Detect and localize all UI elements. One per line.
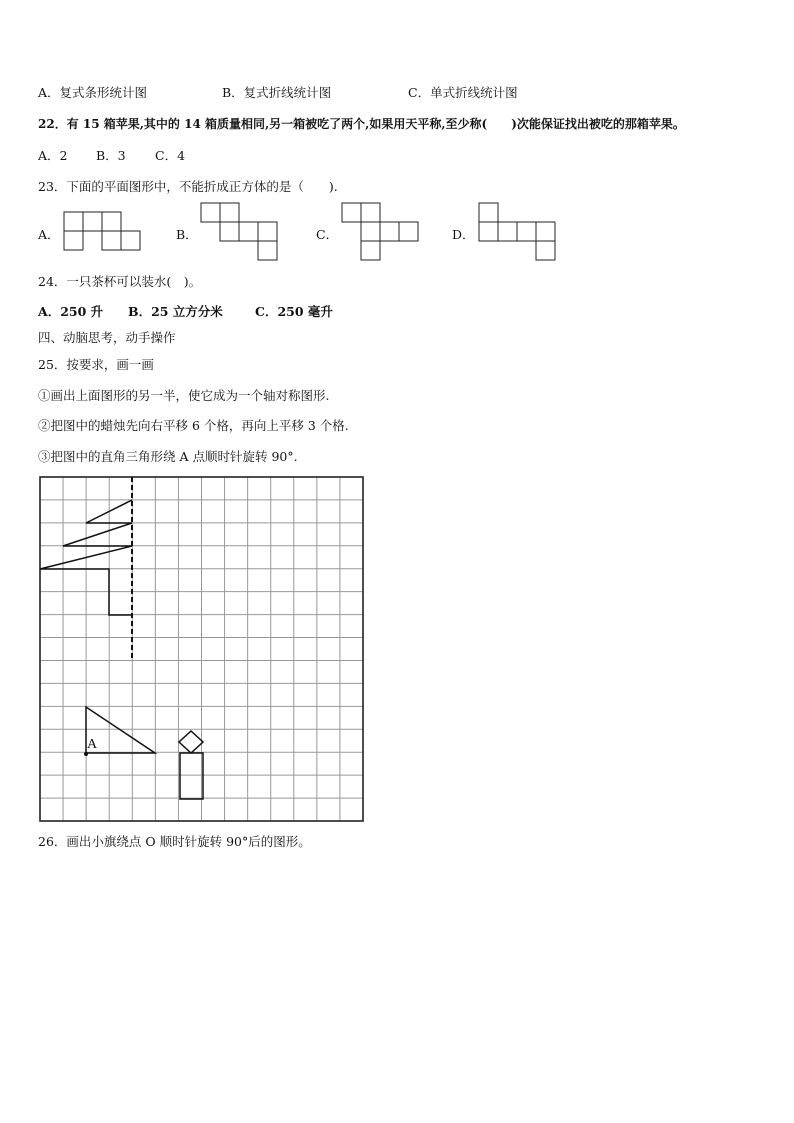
q21-option-a: A．复式条形统计图 [38, 85, 148, 100]
q22-option-c: C．4 [155, 148, 186, 163]
q25-question: 25．按要求，画一画 [38, 357, 154, 372]
q23-option-a: A． [38, 227, 60, 242]
q21-option-b: B．复式折线统计图 [222, 85, 332, 100]
q23-question: 23．下面的平面图形中，不能折成正方体的是（ ). [38, 179, 338, 194]
candle-flame [179, 731, 203, 753]
q22-option-a: A．2 [38, 148, 68, 163]
q23-option-b: B． [176, 227, 198, 242]
candle-body [180, 753, 203, 799]
q21-option-c: C．单式折线统计图 [408, 85, 518, 100]
grid-lines [40, 477, 363, 821]
q25-task-3: ③把图中的直角三角形绕 A 点顺时针旋转 90°. [38, 449, 298, 464]
q25-task-2: ②把图中的蜡烛先向右平移 6 个格，再向上平移 3 个格. [38, 418, 349, 433]
q26-question: 26．画出小旗绕点 O 顺时针旋转 90°后的图形。 [38, 834, 311, 849]
q24-option-c: C．250 毫升 [255, 304, 333, 319]
q24-question: 24．一只茶杯可以装水( )。 [38, 274, 202, 289]
q24-option-a: A．250 升 [38, 304, 104, 319]
section-title: 四、动脑思考，动手操作 [38, 330, 176, 345]
q24-option-b: B．25 立方分米 [128, 304, 223, 319]
q22-option-b: B．3 [96, 148, 126, 163]
q25-task-1: ①画出上面图形的另一半，使它成为一个轴对称图形. [38, 388, 330, 403]
q23-option-d: D． [452, 227, 475, 242]
point-a [84, 752, 88, 756]
q23-option-c: C． [316, 227, 339, 242]
point-a-label: A [87, 737, 98, 752]
q22-question: 22．有 15 箱苹果,其中的 14 箱质量相同,另一箱被吃了两个,如果用天平称,至少称( )次能保证找出被吃的那箱苹果。 [38, 117, 685, 131]
